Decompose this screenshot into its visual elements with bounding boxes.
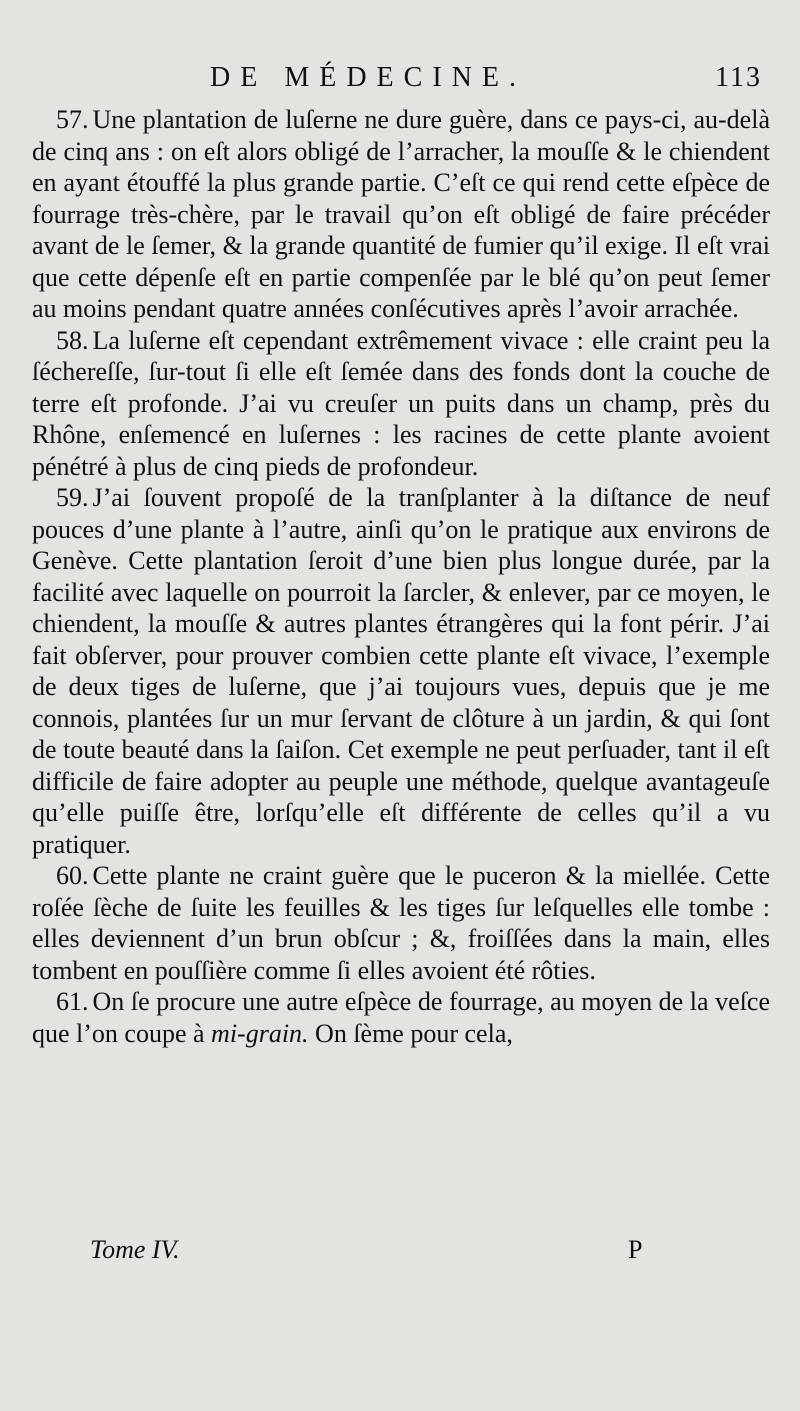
paragraph-57 [32, 104, 770, 325]
paragraph-text: Cette plante ne craint guère que le puceron & la miellée. Cette roſée ſèche de ſuite les feuilles & les tiges ſur leſquelles elle tombe : elles deviennent d’un brun obſcur ; &, froiſſées dans la main, elles tombent en pouſſière comme ſi elles avoient été rôties. [32, 861, 770, 985]
volume-label: Tome IV. [90, 1235, 180, 1264]
italic-term: mi-grain. [211, 1018, 309, 1048]
page-number: 113 [715, 62, 762, 93]
paragraph-text: La luſerne eſt cependant extrêmement vivace : elle craint peu la ſéchereſſe, ſur-tout ſi elle eſt ſemée dans des fonds dont la couche de terre eſt profonde. J’ai vu creuſer un puits dans un champ, près du Rhône, enſemencé en luſernes : les racines de cette plante avoient pénétré à plus de cinq pieds de profondeur. [32, 325, 770, 481]
paragraph-number: 60. [56, 861, 89, 890]
paragraph-59 [32, 482, 770, 860]
body-text [32, 104, 770, 1049]
paragraph-61 [32, 986, 770, 1049]
paragraph-60 [32, 860, 770, 986]
paragraph-text: Une plantation de luſerne ne dure guère, dans ce pays-ci, au-delà de cinq ans : on eſt alors obligé de l’arracher, la mouſſe & le chiendent en ayant étouffé la plus grande partie. C’eſt ce qui rend cette eſpèce de fourrage très-chère, par le travail qu’on eſt obligé de faire précéder avant de le ſemer, & la grande quantité de fumier qu’il exige. Il eſt vrai que cette dépenſe eſt en partie compenſée par le blé qu’on peut ſemer au moins pendant quatre années conſécutives après l’avoir arrachée. [32, 105, 770, 323]
paragraph-text: J’ai ſouvent propoſé de la tranſplanter à la diſtance de neuf pouces d’une plante à l’autre, ainſi qu’on le pratique aux environs de Genève. Cette plantation ſeroit d’une bien plus longue durée, par la facilité avec laquelle on pourroit la ſarcler, & enlever, par ce moyen, le chiendent, la mouſſe & autres plantes étrangères qui la font périr. J’ai fait obſerver, pour prouver combien cette plante eſt vivace, l’exemple de deux tiges de luſerne, que j’ai toujours vues, depuis que je me connois, plantées ſur un mur ſervant de clôture à un jardin, & qui ſont de toute beauté dans la ſaiſon. Cet exemple ne peut perſuader, tant il eſt difficile de faire adopter au peuple une méthode, quelque avantageuſe qu’elle puiſſe être, lorſqu’elle eſt différente de celles qu’il a vu pratiquer. [32, 483, 770, 859]
running-head [0, 62, 800, 102]
page-footer [0, 1235, 800, 1269]
paragraph-number: 58. [56, 325, 89, 355]
running-title: DE MÉDECINE. [210, 62, 526, 93]
paragraph-number: 59. [56, 483, 89, 512]
paragraph-number: 57. [56, 105, 89, 134]
paragraph-58 [32, 325, 770, 483]
signature-mark: P [628, 1235, 643, 1264]
paragraph-number: 61. [56, 987, 89, 1016]
paragraph-text-end: On ſème pour cela, [315, 1018, 513, 1048]
paragraph-text: On ſe procure une autre eſpèce de fourrage, au moyen de la veſce que l’on coupe à [32, 987, 770, 1048]
